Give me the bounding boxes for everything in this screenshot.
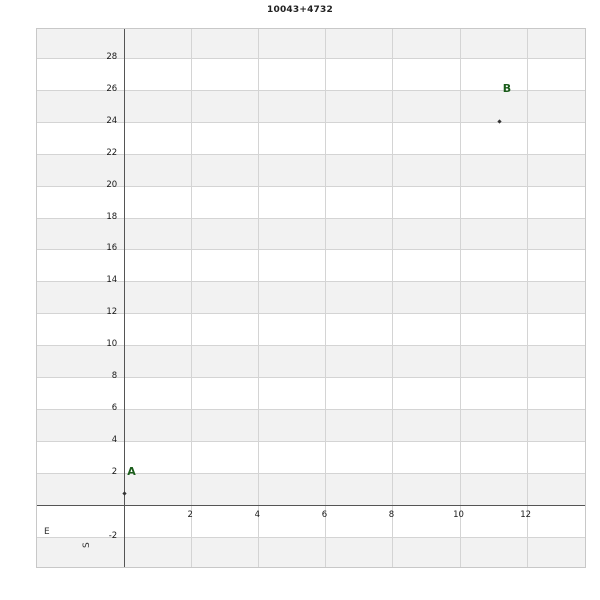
plot-band: [37, 29, 585, 58]
y-tick-label: 14: [106, 275, 118, 286]
point-label-B: B: [502, 81, 512, 95]
x-tick-label: 12: [520, 510, 532, 521]
plot-band: [37, 218, 585, 250]
x-tick-label: 8: [388, 510, 395, 521]
y-tick-label: 24: [106, 115, 118, 126]
gridline-vertical: [325, 29, 326, 567]
y-tick-label: 22: [106, 147, 118, 158]
gridline-horizontal: [37, 58, 585, 59]
gridline-horizontal: [37, 122, 585, 123]
y-tick-label: 16: [106, 243, 118, 254]
y-tick-label: 4: [111, 435, 118, 446]
gridline-vertical: [527, 29, 528, 567]
y-tick-label: 18: [106, 211, 118, 222]
compass-east-label: E: [44, 527, 50, 537]
y-tick-label: 8: [111, 371, 118, 382]
x-tick-label: 4: [254, 510, 261, 521]
plot-band: [37, 537, 585, 568]
plot-band: [37, 281, 585, 313]
chart-title: 10043+4732: [267, 5, 333, 15]
y-tick-label: 26: [106, 83, 118, 94]
x-tick-label: 2: [187, 510, 193, 521]
plot-band: [37, 409, 585, 441]
gridline-vertical: [460, 29, 461, 567]
x-tick-label: 10: [453, 510, 464, 521]
gridline-horizontal: [37, 537, 585, 538]
gridline-vertical: [191, 29, 192, 567]
gridline-horizontal: [37, 218, 585, 219]
gridline-horizontal: [37, 249, 585, 250]
plot-band: [37, 345, 585, 377]
gridline-horizontal: [37, 377, 585, 378]
y-tick-label: 20: [106, 179, 118, 190]
gridline-horizontal: [37, 345, 585, 346]
gridline-horizontal: [37, 281, 585, 282]
gridline-horizontal: [37, 186, 585, 187]
gridline-horizontal: [37, 154, 585, 155]
y-tick-label: 12: [106, 307, 118, 318]
plot-area: [36, 28, 586, 568]
y-tick-label: 2: [111, 467, 118, 478]
x-tick-label: 6: [321, 510, 328, 521]
y-tick-label: 28: [106, 51, 118, 62]
x-axis-line: [37, 505, 585, 506]
plot-band: [37, 473, 585, 505]
gridline-horizontal: [37, 473, 585, 474]
y-tick-label: 10: [106, 339, 118, 350]
point-label-A: A: [127, 465, 136, 479]
gridline-horizontal: [37, 409, 585, 410]
gridline-horizontal: [37, 313, 585, 314]
y-tick-label: -2: [108, 531, 118, 542]
gridline-horizontal: [37, 441, 585, 442]
gridline-vertical: [392, 29, 393, 567]
gridline-vertical: [258, 29, 259, 567]
y-tick-label: 6: [111, 403, 118, 414]
plot-band: [37, 154, 585, 186]
compass-south-label: S: [82, 542, 92, 548]
y-axis-line: [124, 29, 125, 567]
